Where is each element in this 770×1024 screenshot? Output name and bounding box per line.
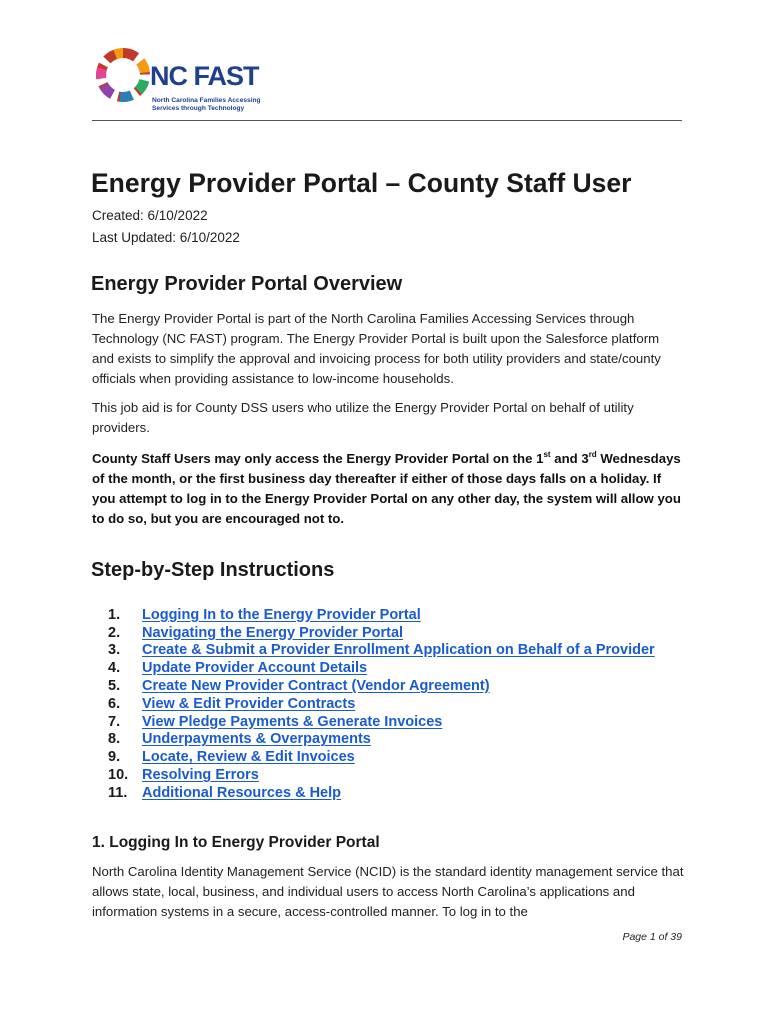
overview-paragraph-2: This job aid is for County DSS users who utilize the Energy Provider Portal on behalf of utility providers.	[92, 400, 634, 435]
toc-link-invoices[interactable]: Locate, Review & Edit Invoices	[142, 749, 355, 766]
instructions-heading: Step-by-Step Instructions	[91, 559, 335, 581]
logo-subtitle-line2: Services through Technology	[152, 105, 245, 112]
logo-title: NC FAST	[150, 61, 259, 91]
toc-number: 10.	[108, 767, 129, 784]
overview-paragraph-1: The Energy Provider Portal is part of the North Carolina Families Accessing Services through Technology (NC FAST) program. The Energy Provider Portal is built upon the Salesforce platform and exists to simplify the approval and invoicing process for both utility providers and state/county officials when providing assistance to low-income households.	[92, 311, 661, 386]
toc-item	[108, 731, 655, 749]
table-of-contents	[108, 606, 655, 802]
toc-item	[108, 642, 655, 660]
toc-number: 6.	[108, 695, 121, 712]
toc-item	[108, 606, 655, 624]
toc-link-account-details[interactable]: Update Provider Account Details	[142, 660, 368, 677]
toc-number: 5.	[108, 678, 121, 695]
toc-item	[108, 624, 655, 642]
created-date: Created: 6/10/2022	[92, 208, 208, 223]
toc-item	[108, 784, 655, 802]
overview-heading: Energy Provider Portal Overview	[91, 273, 403, 295]
toc-item	[108, 713, 655, 731]
toc-item	[108, 695, 655, 713]
notice-text-2: and 3	[550, 451, 589, 466]
toc-number: 9.	[108, 749, 121, 766]
toc-link-new-contract[interactable]: Create New Provider Contract (Vendor Agreement)	[142, 678, 490, 695]
toc-item	[108, 677, 655, 695]
nc-fast-ring-icon	[92, 44, 154, 106]
toc-link-enrollment-application[interactable]: Create & Submit a Provider Enrollment Application on Behalf of a Provider	[142, 642, 655, 659]
toc-link-resolving-errors[interactable]: Resolving Errors	[142, 767, 259, 784]
toc-item	[108, 748, 655, 766]
notice-text-1: County Staff Users may only access the Energy Provider Portal on the 1	[92, 451, 544, 466]
toc-link-edit-contracts[interactable]: View & Edit Provider Contracts	[142, 695, 356, 712]
section-1-heading: 1. Logging In to Energy Provider Portal	[92, 834, 380, 851]
toc-item	[108, 659, 655, 677]
last-updated-date: Last Updated: 6/10/2022	[92, 230, 240, 245]
notice-sup-1: st	[543, 450, 551, 459]
document-title: Energy Provider Portal – County Staff User	[91, 168, 632, 198]
notice-sup-2: rd	[588, 450, 597, 459]
toc-link-navigating[interactable]: Navigating the Energy Provider Portal	[142, 624, 404, 641]
toc-link-logging-in[interactable]: Logging In to the Energy Provider Portal	[142, 606, 421, 623]
page-number: Page 1 of 39	[622, 931, 682, 943]
section-1-paragraph: North Carolina Identity Management Service (NCID) is the standard identity management service that allows state, local, business, and individual users to access North Carolina’s applications and information systems in a secure, access-controlled manner. To log in to the	[92, 864, 684, 919]
access-notice	[92, 449, 684, 529]
toc-number: 3.	[108, 642, 121, 659]
toc-number: 8.	[108, 731, 121, 748]
toc-link-pledge-payments[interactable]: View Pledge Payments & Generate Invoices	[142, 713, 443, 730]
toc-number: 2.	[108, 624, 121, 641]
toc-number: 11.	[108, 784, 128, 801]
toc-number: 1.	[108, 606, 121, 623]
header-divider	[92, 120, 682, 121]
notice-text-3: Wednesdays of the month, or the first business day thereafter if either of those days falls on a holiday. If you attempt to log in to the Energy Provider Portal on any other day, the system will allow you to do so, but you are encouraged not to.	[92, 451, 681, 526]
toc-number: 7.	[108, 713, 121, 730]
toc-link-resources-help[interactable]: Additional Resources & Help	[142, 784, 342, 801]
toc-number: 4.	[108, 660, 121, 677]
toc-link-underpayments[interactable]: Underpayments & Overpayments	[142, 731, 371, 748]
toc-item	[108, 766, 655, 784]
logo-subtitle	[152, 97, 261, 113]
logo-subtitle-line1: North Carolina Families Accessing	[152, 97, 261, 104]
nc-fast-logo	[92, 44, 272, 116]
